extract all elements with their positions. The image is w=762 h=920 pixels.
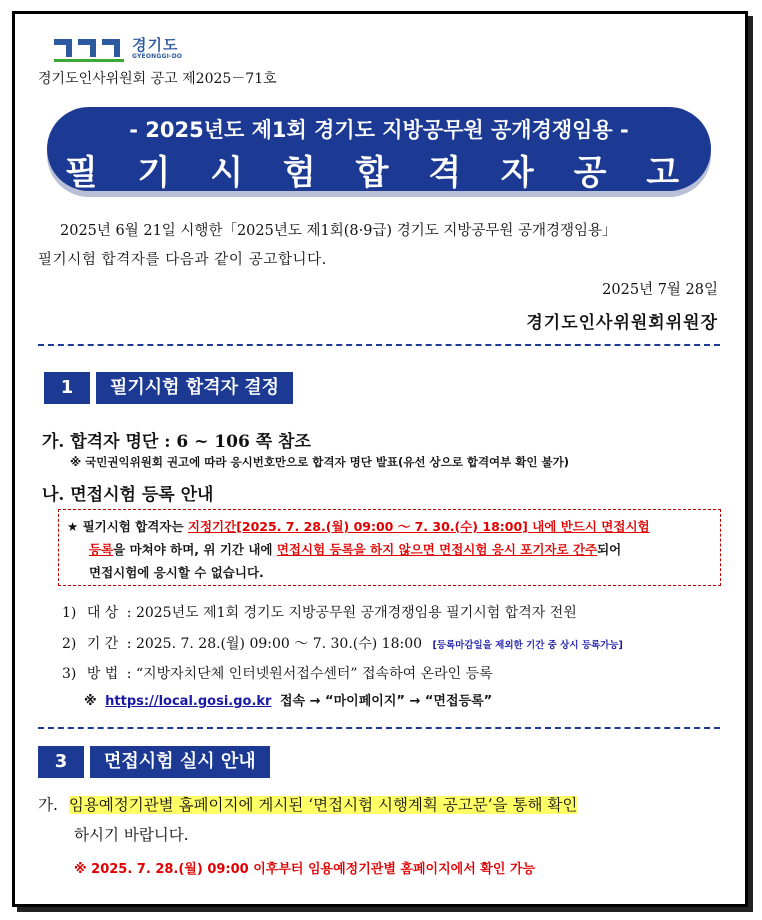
list-note: [등록마감일을 제외한 기간 중 상시 등록가능] [432, 640, 623, 651]
link-instruction: 접속 → “마이페이지” → “면접등록” [280, 694, 493, 709]
notice-text: 필기시험 합격자는 [82, 519, 188, 534]
notice-period: 지정기간[2025. 7. 28.(월) 09:00 ～ 7. 30.(수) 18:00] 내에 반드시 면접시험 [187, 519, 650, 534]
notice-line-2 [89, 540, 621, 558]
list-label: 방 법 [86, 666, 119, 682]
list-item-period [62, 633, 623, 653]
list-num: 3) [62, 666, 77, 682]
section-3-number: 3 [38, 746, 84, 778]
notice-date: 2025년 7월 28일 [602, 282, 718, 298]
banner-title: 필 기 시 험 합 격 자 공 고 [64, 153, 694, 193]
list-text: : 2025. 7. 28.(월) 09:00 ～ 7. 30.(수) 18:00 [126, 636, 423, 652]
gyeonggi-logo-mark-icon [52, 33, 128, 63]
item-label: 가. [38, 796, 58, 814]
note-mark: ※ [84, 694, 97, 709]
notice-number: 경기도인사위원회 공고 제2025－71호 [38, 71, 277, 87]
section-1-number: 1 [44, 372, 90, 404]
list-text: : “지방자치단체 인터넷원서접수센터” 접속하여 온라인 등록 [126, 666, 493, 682]
notice-line-3: 면접시험에 응시할 수 없습니다. [89, 565, 264, 580]
section-3-item-a [38, 793, 577, 815]
link-line [84, 690, 492, 709]
item-b-title: 나. 면접시험 등록 안내 [42, 485, 214, 505]
list-label: 기 간 [86, 636, 119, 652]
notice-register: 등록 [89, 542, 114, 557]
notice-warning: 면접시험 등록을 하지 않으면 면접시험 응시 포기자로 간주 [276, 542, 598, 557]
banner-subtitle: - 2025년도 제1회 경기도 지방공무원 공개경쟁임용 - [129, 118, 629, 142]
logo-text-ko: 경기도 [132, 36, 179, 54]
intro-line-2: 필기시험 합격자를 다음과 같이 공고합니다. [38, 252, 327, 268]
item-a-note: ※ 국민권익위원회 권고에 따라 응시번호만으로 합격자 명단 발표(유선 상으로 합격여부 확인 불가) [70, 455, 569, 469]
section-3-title: 면접시험 실시 안내 [90, 746, 270, 778]
list-item-target [62, 602, 577, 622]
gosi-link[interactable]: https://local.gosi.go.kr [105, 694, 272, 709]
section-divider [38, 727, 720, 729]
signer: 경기도인사위원회위원장 [526, 313, 718, 333]
section-divider [38, 344, 720, 346]
intro-line-1: 2025년 6월 21일 시행한「2025년도 제1회(8·9급) 경기도 지방공무원 공개경쟁임용」 [60, 223, 617, 239]
list-item-method [62, 663, 493, 683]
notice-text: 되어 [597, 542, 622, 557]
notice-text: 을 마쳐야 하며, 위 기간 내에 [113, 542, 277, 557]
interview-registration-notice [58, 509, 721, 586]
logo-text-en: GYEONGGI-DO [132, 53, 183, 60]
list-num: 1) [62, 605, 77, 621]
list-num: 2) [62, 636, 77, 652]
highlighted-text: 임용예정기관별 홈페이지에 게시된 ‘면접시험 시행계획 공고문’을 통해 확인 [68, 796, 578, 814]
list-text: : 2025년도 제1회 경기도 지방공무원 공개경쟁임용 필기시험 합격자 전원 [126, 605, 577, 621]
section-3-item-a-cont: 하시기 바랍니다. [74, 826, 189, 844]
star-icon: ★ [67, 519, 79, 534]
section-1-title: 필기시험 합격자 결정 [96, 372, 293, 404]
notice-line-1 [67, 517, 650, 535]
item-a-title: 가. 합격자 명단 : 6 ~ 106 쪽 참조 [42, 432, 311, 452]
title-banner [47, 107, 711, 191]
list-label: 대 상 [86, 605, 119, 621]
section-3-note: ※ 2025. 7. 28.(월) 09:00 이후부터 임용예정기관별 홈페이지에서 확인 가능 [74, 862, 536, 877]
